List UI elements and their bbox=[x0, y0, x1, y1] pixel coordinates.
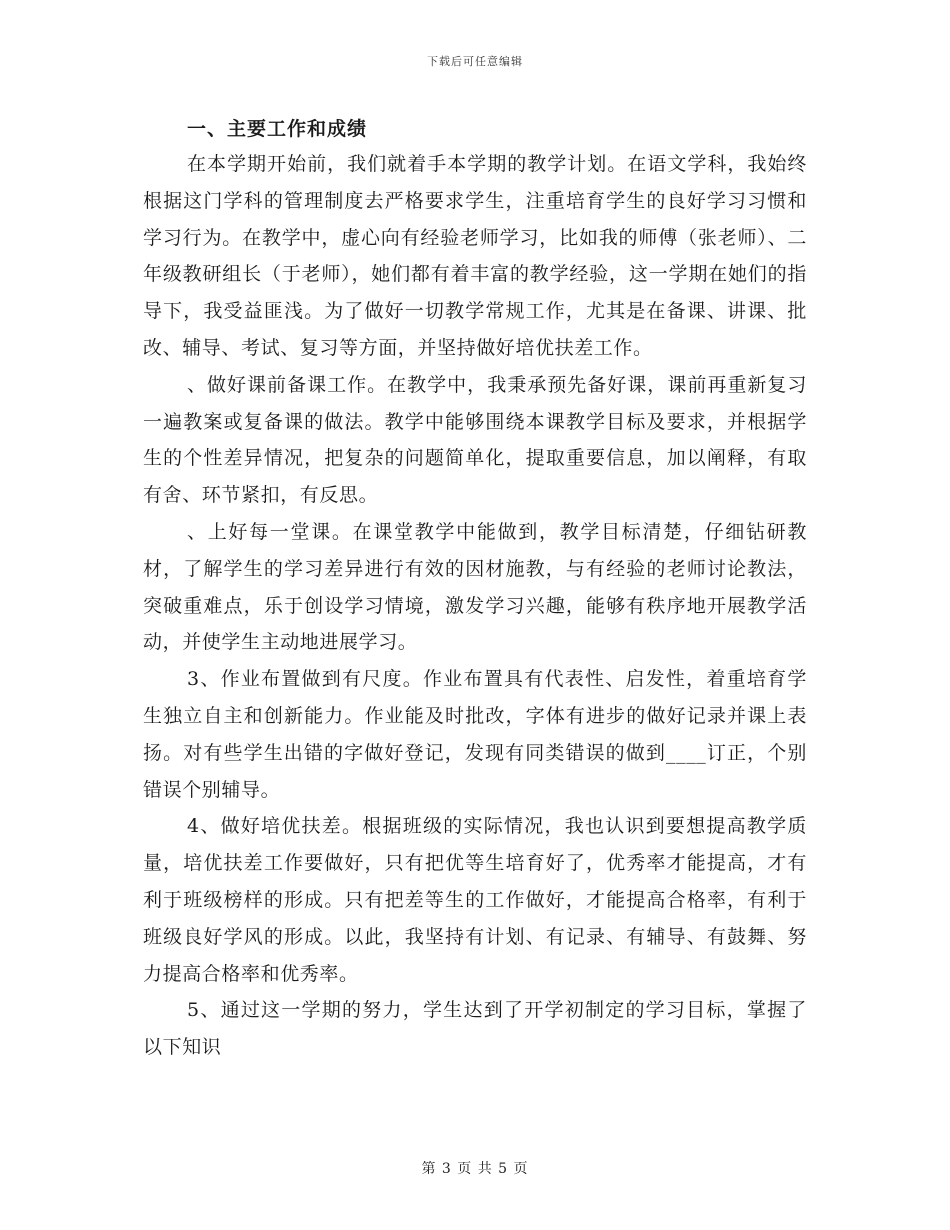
page-header-note: 下载后可任意编辑 bbox=[427, 55, 523, 68]
document-body bbox=[143, 112, 807, 1066]
paragraph-homework: 3、作业布置做到有尺度。作业布置具有代表性、启发性，着重培育学生独立自主和创新能力。作业能及时批改，字体有进步的做好记录并课上表扬。对有些学生出错的字做好登记，发现有同类错误的做到____订正，个别错误个别辅导。 bbox=[143, 668, 807, 801]
paragraph-lesson-prep: 、做好课前备课工作。在教学中，我秉承预先备好课，课前再重新复习一遍教案或复备课的做法。教学中能够围绕本课教学目标及要求，并根据学生的个性差异情况，把复杂的问题简单化，提取重要信息，加以阐释，有取有舍、环节紧扣，有反思。 bbox=[143, 373, 807, 507]
page-number-footer: 第 3 页 共 5 页 bbox=[421, 1161, 529, 1177]
paragraph-results: 5、通过这一学期的努力，学生达到了开学初制定的学习目标，掌握了以下知识 bbox=[143, 999, 807, 1059]
paragraph-tutoring: 4、做好培优扶差。根据班级的实际情况，我也认识到要想提高教学质量，培优扶差工作要做好，只有把优等生培育好了，优秀率才能提高，才有利于班级榜样的形成。只有把差等生的工作做好，才能提高合格率，有利于班级良好学风的形成。以此，我坚持有计划、有记录、有辅导、有鼓舞、努力提高合格率和优秀率。 bbox=[143, 815, 807, 985]
paragraph-teaching: 、上好每一堂课。在课堂教学中能做到，教学目标清楚，仔细钻研教材，了解学生的学习差异进行有效的因材施教，与有经验的老师讨论教法，突破重难点，乐于创设学习情境，激发学习兴趣，能够有秩序地开展教学活动，并使学生主动地进展学习。 bbox=[143, 520, 807, 654]
section-heading: 一、主要工作和成绩 bbox=[187, 118, 368, 140]
paragraph-intro: 在本学期开始前，我们就着手本学期的教学计划。在语文学科，我始终根据这门学科的管理制度去严格要求学生，注重培育学生的良好学习习惯和学习行为。在教学中，虚心向有经验老师学习，比如我的师傅（张老师）、二年级教研组长（于老师），她们都有着丰富的教学经验，这一学期在她们的指导下，我受益匪浅。为了做好一切教学常规工作，尤其是在备课、讲课、批改、辅导、考试、复习等方面，并坚持做好培优扶差工作。 bbox=[143, 153, 807, 359]
